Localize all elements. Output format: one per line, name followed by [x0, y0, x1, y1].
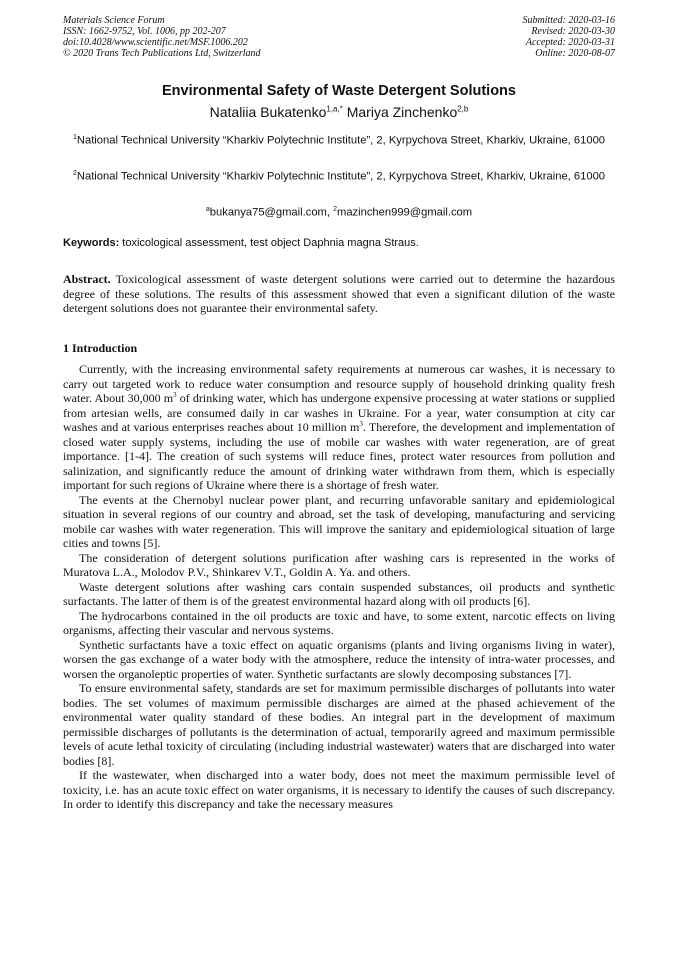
- date-revised: Revised: 2020-03-30: [531, 26, 615, 37]
- paragraph: [63, 362, 615, 493]
- email-a[interactable]: bukanya75@gmail.com,: [209, 206, 334, 219]
- abstract: [63, 272, 615, 316]
- paragraph-1-part-c: . Therefore, the development and implementation of closed water supply systems, including the use of mobile car washes with water regeneration, are of great importance. [1-4]. The creation of such systems will reduce fines, protect water resources from pollution and salinization, and significantly reduce the amount of drinking water withdrawn from them, which is especially important for such regions of Ukraine where there is a shortage of fresh water.: [63, 420, 615, 492]
- date-submitted: Submitted: 2020-03-16: [522, 15, 615, 26]
- journal-name: Materials Science Forum: [63, 15, 165, 26]
- paragraph: If the wastewater, when discharged into a water body, does not meet the maximum permissible level of toxicity, i.e. has an acute toxic effect on water organisms, it is necessary to identify the causes of such discrepancy. In order to identify this discrepancy and take the necessary measures: [63, 768, 615, 811]
- paragraph: To ensure environmental safety, standards are set for maximum permissible discharges of pollutants into water bodies. The set volumes of maximum permissible discharges are aimed at the phased achievement of the environmental water quality standard of these bodies. An integral part in the development of maximum permissible discharges of pollutants is the determination of actual, temporarily agreed and maximum permissible levels of acute lethal toxicity of circulating (including industrial wastewater) waters that are discharged into water bodies [8].: [63, 681, 615, 768]
- dates-header: [523, 15, 616, 59]
- journal-copyright: © 2020 Trans Tech Publications Ltd, Switzerland: [63, 48, 261, 59]
- author-1: Nataliia Bukatenko: [209, 104, 327, 120]
- journal-header: [63, 15, 261, 59]
- journal-doi[interactable]: doi:10.4028/www.scientific.net/MSF.1006.202: [63, 37, 248, 48]
- paragraph: The consideration of detergent solutions purification after washing cars is represented in the works of Muratova L.A., Molodov P.V., Shinkarev V.T., Goldin A. Ya. and others.: [63, 550, 615, 579]
- introduction-body: [63, 362, 615, 812]
- email-a-sup: a: [205, 206, 210, 213]
- abstract-text: Toxicological assessment of waste detergent solutions were carried out to determine the hazardous degree of these solutions. The results of this assessment showed that even a significant dilution of the waste detergent solutions does not guarantee their environmental safety.: [63, 272, 615, 315]
- affiliation-2-sup: 2: [72, 170, 77, 177]
- affiliation-2: [70, 166, 608, 185]
- paragraph: The hydrocarbons contained in the oil products are toxic and have, to some extent, narcotic effects on living organisms, affecting their vascular and nervous systems.: [63, 608, 615, 637]
- journal-issn: ISSN: 1662-9752, Vol. 1006, pp 202-207: [63, 26, 226, 37]
- affiliation-1-text: National Technical University “Kharkiv Polytechnic Institute”, 2, Kyrpychova Street, Kharkiv, Ukraine, 61000: [76, 134, 606, 147]
- date-accepted: Accepted: 2020-03-31: [525, 37, 615, 48]
- section-heading-introduction: 1 Introduction: [63, 341, 138, 355]
- date-online: Online: 2020-08-07: [535, 48, 615, 59]
- paragraph: The events at the Chernobyl nuclear power plant, and recurring unfavorable sanitary and epidemiological situation in several regions of our country and abroad, set the task of developing, manufacturing and servicing mobile car washes with water regeneration. This will improve the sanitary and epidemiological situation of large cities and towns [5].: [63, 492, 615, 550]
- email-b[interactable]: mazinchen999@gmail.com: [337, 206, 473, 219]
- paper-title: Environmental Safety of Waste Detergent Solutions: [162, 83, 516, 99]
- affiliation-2-text: National Technical University “Kharkiv Polytechnic Institute”, 2, Kyrpychova Street, Kharkiv, Ukraine, 61000: [76, 170, 606, 183]
- author-2: Mariya Zinchenko: [346, 104, 458, 120]
- keywords-label: Keywords:: [63, 237, 120, 249]
- affiliation-1-sup: 1: [72, 134, 77, 141]
- keywords-text: toxicological assessment, test object Daphnia magna Straus.: [119, 237, 419, 249]
- affiliation-1: [70, 130, 608, 149]
- paragraph-1-part-b: of drinking water, which has undergone expensive processing at water stations or supplied from artesian wells, are consumed daily in car washes in Ukraine. For a year, water consumption at city car washes and at various enterprises reaches about 10 million m: [63, 391, 615, 434]
- paragraph-1-part-a: Currently, with the increasing environmental safety requirements at numerous car washes, it is necessary to carry out targeted work to reduce water consumption and resource supply of household drinking quality fresh water. About 30,000 m: [63, 362, 615, 405]
- author-list: [40, 104, 638, 120]
- email-b-sup: 2: [333, 206, 337, 213]
- superscript-3: 3: [173, 391, 177, 399]
- author-emails: [70, 202, 608, 221]
- paragraph: Synthetic surfactants have a toxic effect on aquatic organisms (plants and living organisms living in water), worsen the gas exchange of a water body with the atmosphere, reduce the intensity of intra-water processes, and worsen the organoleptic properties of water. Synthetic surfactants are slowly decomposing substances [7].: [63, 637, 615, 681]
- author-2-sup: 2,b: [457, 104, 469, 114]
- paragraph: Waste detergent solutions after washing cars contain suspended substances, oil products and synthetic surfactants. The latter of them is of the greatest environmental hazard along with oil products [6].: [63, 579, 615, 608]
- superscript-3: 3: [359, 420, 363, 428]
- abstract-label: Abstract.: [63, 272, 111, 286]
- keywords: [63, 237, 615, 249]
- author-1-sup: 1,a,*: [326, 104, 343, 114]
